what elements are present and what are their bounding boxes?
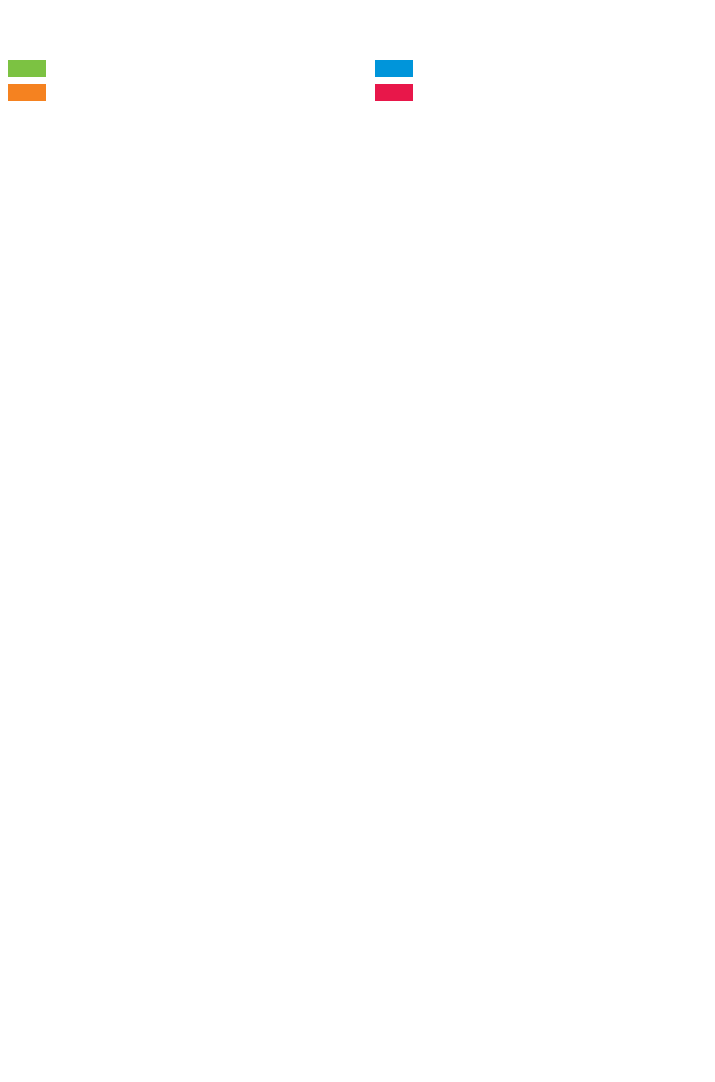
orange-swatch — [8, 84, 46, 101]
red-swatch — [375, 84, 413, 101]
blue-swatch — [375, 60, 413, 77]
green-swatch — [8, 60, 46, 77]
